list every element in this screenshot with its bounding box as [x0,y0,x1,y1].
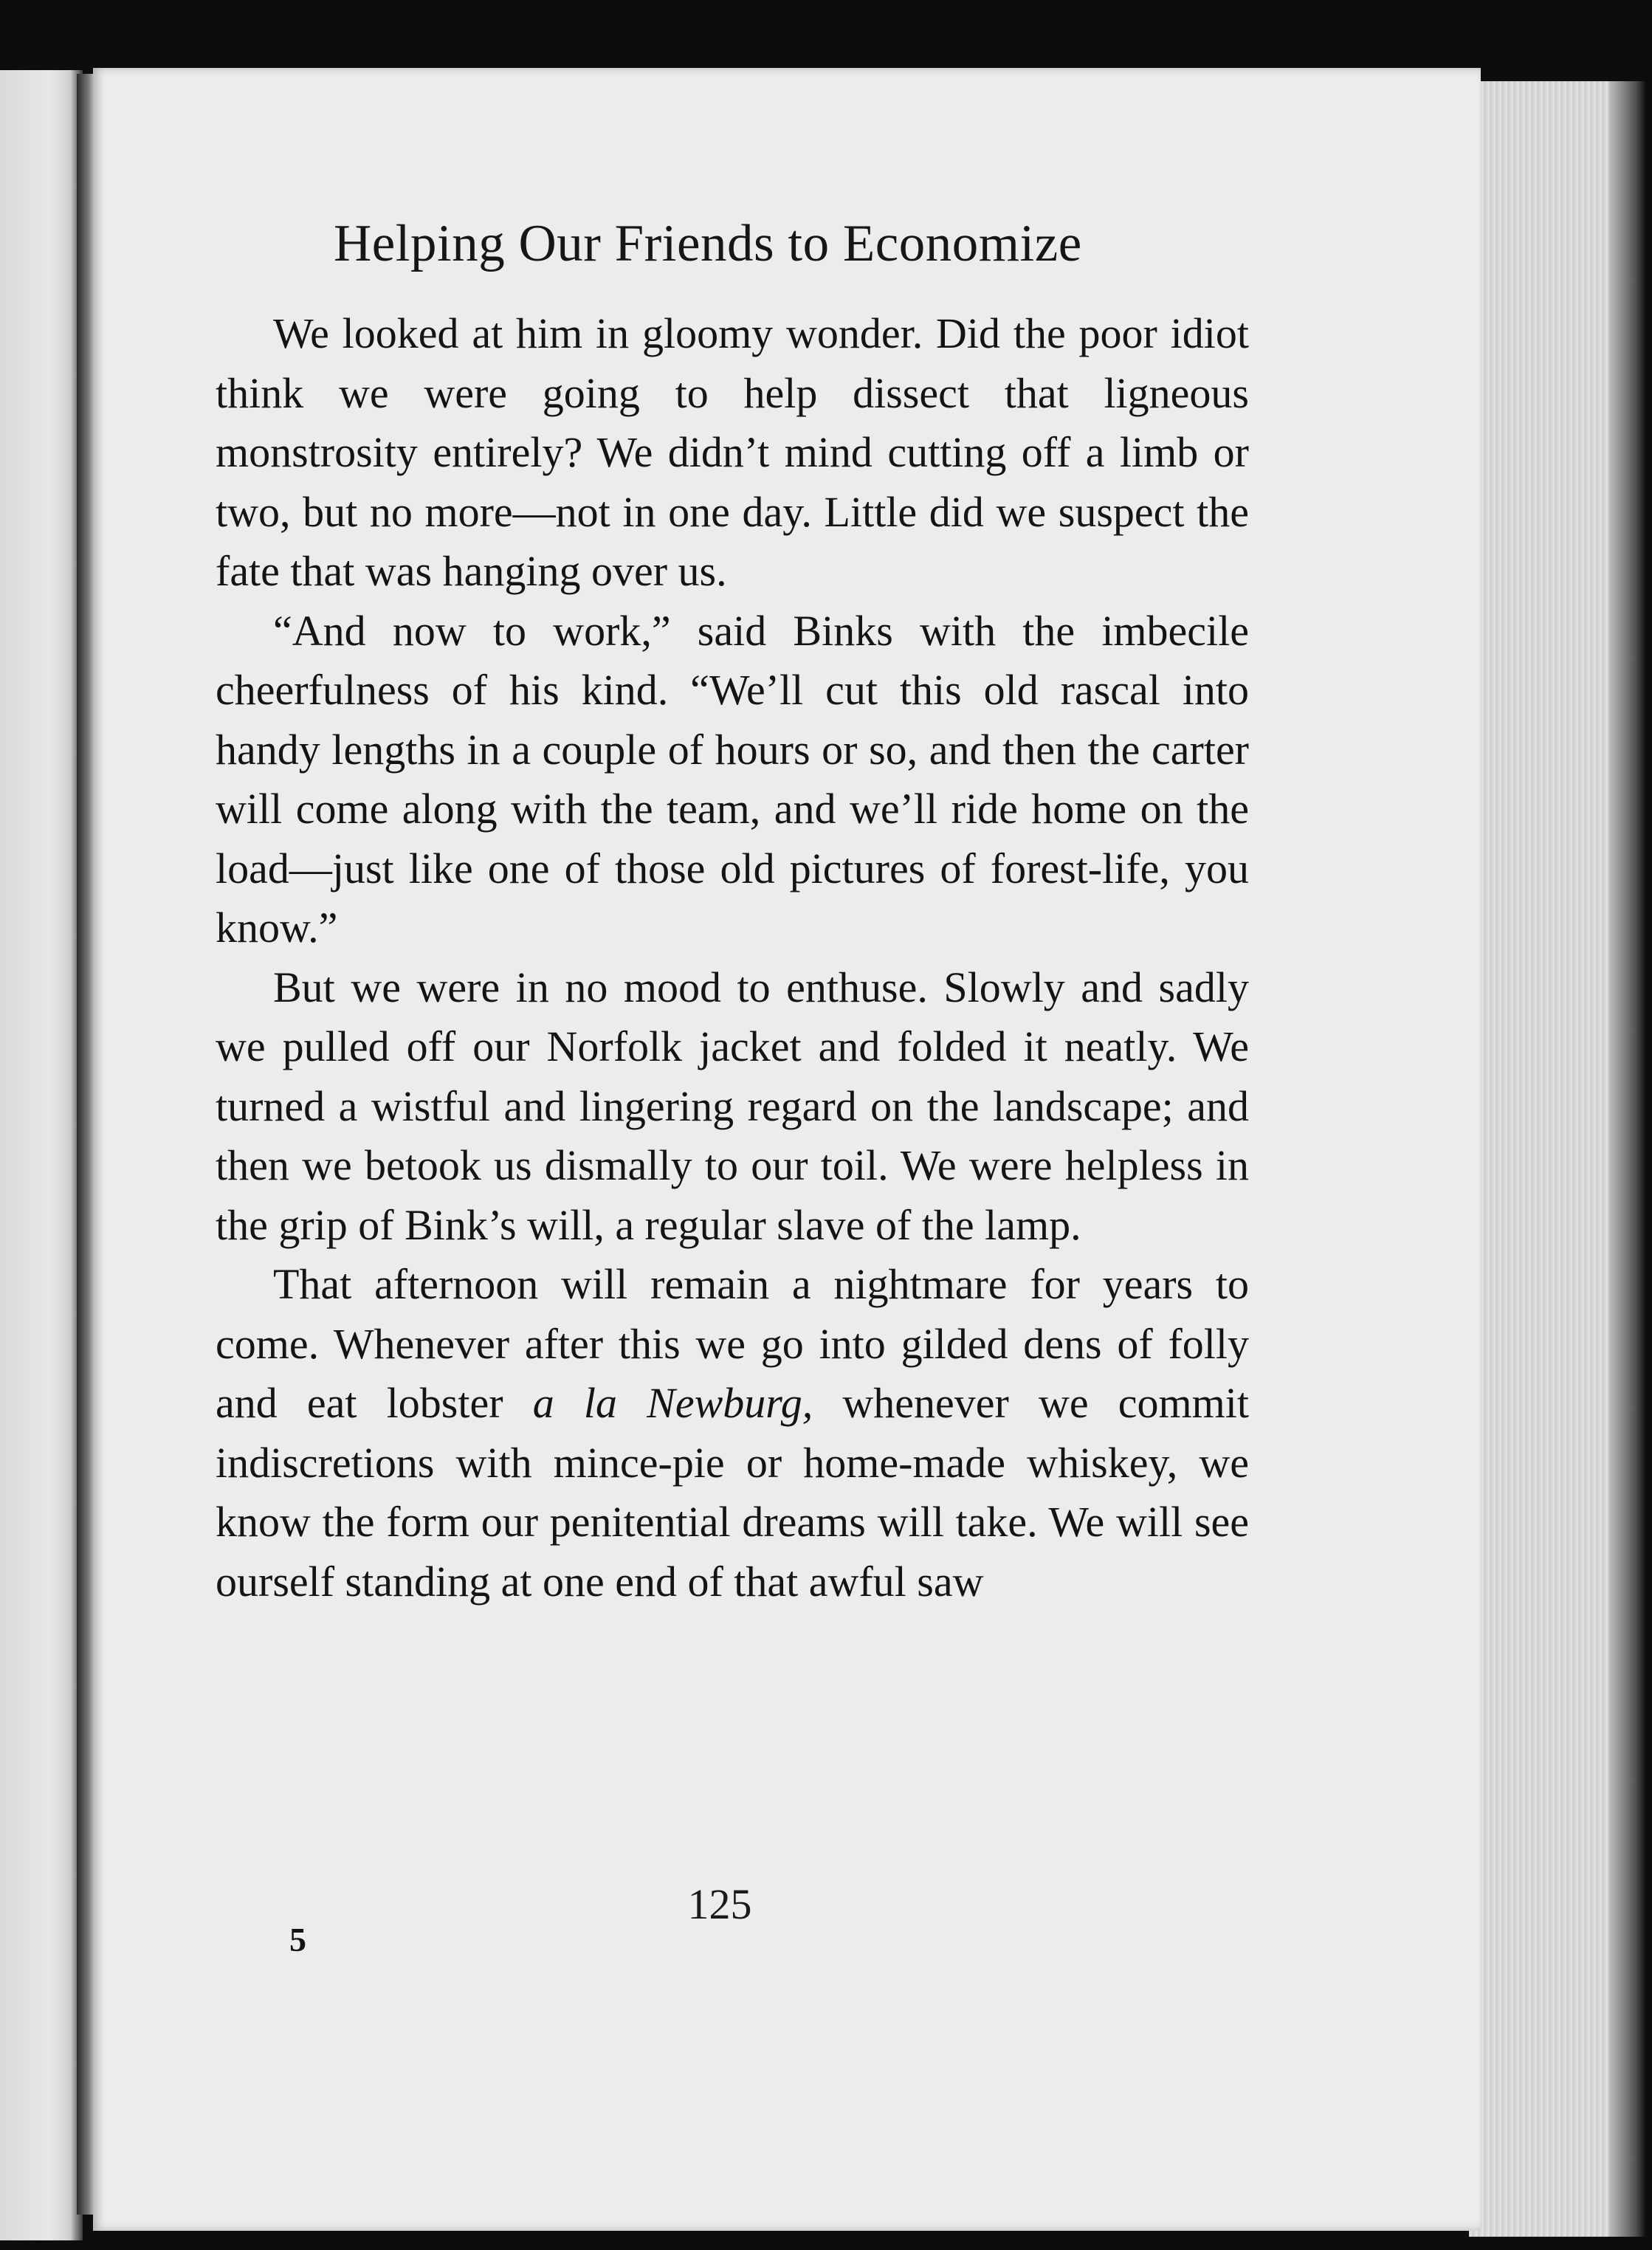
facing-page-edge [0,70,83,2240]
paragraph-4-text-b: whenever we commit indiscretions with mince-pie or home-made whiskey, we know the form our penitential dreams will take. We will see ourself standing at one end of that awful saw [216,1379,1249,1606]
paragraph-2-text: “And now to work,” said Binks with the imbecile cheerfulness of his kind. “We’ll cut this old rascal into handy lengths in a couple of hours or so, and then the carter will come along with the team, and we’ll ride home on the load—just like one of those old pictures of forest-life, you know.” [216,606,1249,952]
paragraph-4-text-a: That afternoon will remain a nightmare for years to come. Whenever after this we go into gilded dens of folly and eat lobster [216,1260,1249,1427]
paragraph-3-text: But we were in no mood to enthuse. Slowly and sadly we pulled off our Norfolk jacket and folded it neatly. We turned a wistful and lingering regard on the landscape; and then we betook us dismally to our toil. We were helpless in the grip of Bink’s will, a regular slave of the lamp. [216,963,1249,1249]
body-text [216,304,1249,1611]
paragraph-3 [216,958,1249,1256]
page-number: 125 [687,1880,752,1928]
paragraph-4-italic: a la Newburg, [532,1379,813,1427]
book-gutter [77,74,93,2215]
paragraph-4 [216,1255,1249,1611]
page-stack-edges [1469,81,1631,2237]
paragraph-1-text: We looked at him in gloomy wonder. Did the poor idiot think we were going to help dissect that ligneous monstrosity entirely? We didn’t mind cutting off a limb or two, but no more—not in one day. Little did we suspect the fate that was hanging over us. [216,309,1249,595]
paragraph-2 [216,602,1249,958]
page-stack-shadow [1609,81,1646,2237]
paragraph-1 [216,304,1249,602]
signature-mark: 5 [289,1921,306,1958]
running-head: Helping Our Friends to Economize [334,215,1082,272]
